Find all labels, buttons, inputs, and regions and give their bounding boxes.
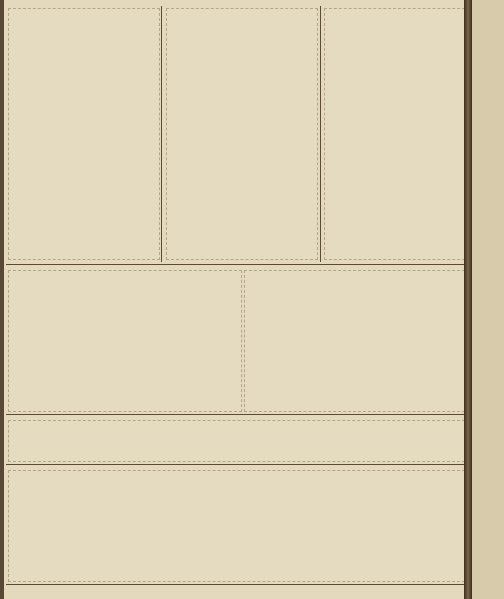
book-spine (464, 0, 472, 599)
section-divider (6, 464, 470, 465)
section-divider (6, 264, 470, 265)
section-divider (6, 584, 470, 585)
arrivals-register-left (8, 270, 242, 412)
middle-column-ads (166, 8, 318, 260)
arrivals-register-right (244, 270, 470, 412)
newspaper-page (4, 0, 472, 599)
right-column-notices (324, 8, 470, 260)
column-divider (161, 6, 162, 262)
column-divider (320, 6, 321, 262)
adjacent-page-edge (472, 0, 504, 599)
police-notice (8, 470, 470, 582)
advertisement-banner (8, 420, 470, 462)
left-column-ads (8, 8, 160, 260)
section-divider (6, 414, 470, 415)
